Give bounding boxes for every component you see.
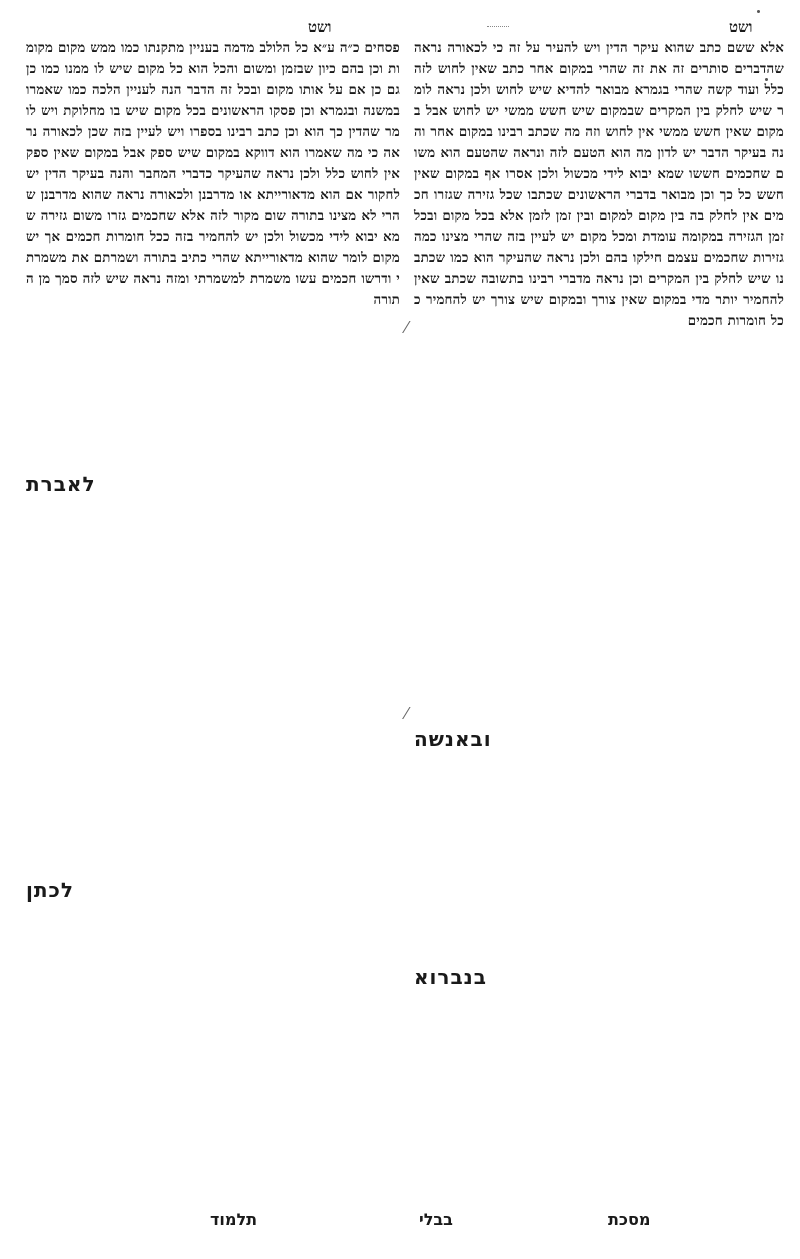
section-heading-word: לכתן	[26, 878, 74, 902]
ink-dot	[757, 10, 760, 13]
left-column-text: אלא ששם כתב שהוא עיקר הדין ויש להעיר על זה כי לכאורה נראה שהדברים סותרים זה את זה שהרי במקום אחר כתב שאין לחוש לזה כלל ועוד קשה שהרי בגמרא מבואר להדיא שיש לחוש ולכן נראה לומר שיש לחלק בין המקרים שבמקום שיש חשש ממשי יש לחוש אבל במקום שאין חשש ממשי אין לחוש וזה מה שכתב רבינו במקום אחר והנה בעיקר הדבר יש לדון מה הוא הטעם לזה ונראה שהטעם הוא משום שחכמים חששו שמא יבוא לידי מכשול ולכן אסרו אף במקום שאין חשש כל כך וכן מבואר בדברי הראשונים שכתבו שכל גזירה שגזרו חכמים אין לחלק בה בין מקום למקום ובין זמן לזמן אלא בכל מקום ובכל זמן הגזירה במקומה עומדת ומכל מקום יש לעיין בזה שהרי מצינו כמה גזירות שחכמים עצמם חילקו בהם ולכן נראה שהעיקר הוא כמו שכתבנו שיש לחלק בין המקרים וכן נראה מדברי רבינו בתשובה שכתב שאין להחמיר יותר מדי במקום שאין צורך ובמקום שיש צורך יש להחמיר ככל חומרות חכמים	[414, 41, 784, 329]
footer-word: תלמוד	[210, 1210, 258, 1229]
top-margin-mark	[487, 14, 509, 27]
column-gutter	[404, 40, 405, 1190]
section-heading-word: ובאנשה	[414, 727, 492, 751]
margin-slash-mark: ⁄	[405, 704, 408, 723]
footer-word: מסכת	[608, 1210, 651, 1229]
right-column	[26, 38, 400, 311]
column-number-left: ושט	[729, 18, 753, 36]
footer-word: בבלי	[419, 1210, 453, 1229]
section-heading-word: לאברת	[26, 472, 96, 496]
section-heading-word: בנברוא	[414, 965, 487, 989]
left-column	[414, 38, 784, 332]
page-footer	[0, 1210, 800, 1240]
margin-slash-mark: ⁄	[405, 318, 408, 337]
column-number-right: ושט	[308, 18, 332, 36]
right-column-text: פסחים כ״ה ע״א כל הלולב מדמה בעניין מתקנתו כמו ממש מקום מקומות וכן בהם כיון שבזמן ומשום והכל הוא כל מקום שיש לו ממנו כמו כן גם כן אם על אותו מקום ובכל זה הדבר הנה לעניין הלכה כמו שאמרו במשנה ובגמרא וכן פסקו הראשונים בכל מקום שיש בו מחלוקת ויש לומר שהדין כך הוא וכן כתב רבינו בספרו ויש לעיין בזה שכן לכאורה נראה כי מה שאמרו הוא דווקא במקום שיש ספק אבל במקום שאין ספק אין לחוש כלל ולכן נראה שהעיקר כדברי המחבר והנה בעיקר הדין יש לחקור אם הוא מדאורייתא או מדרבנן ולכאורה נראה שהוא מדרבנן שהרי לא מצינו בתורה שום מקור לזה אלא שחכמים גזרו משום גזירה שמא יבוא לידי מכשול ולכן יש להחמיר בזה ככל חומרות חכמים אך יש מקום לומר שהוא מדאורייתא שהרי כתיב בתורה ושמרתם את משמרתי ודרשו חכמים עשו משמרת למשמרתי ומזה נראה שיש לזה סמך מן התורה	[26, 41, 400, 308]
